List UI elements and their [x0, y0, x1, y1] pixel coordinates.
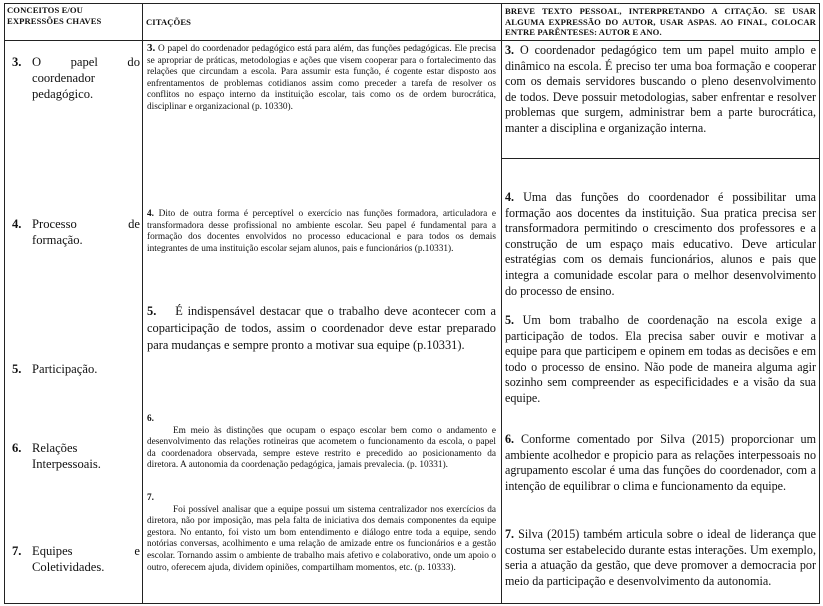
response-row-6 [505, 432, 816, 494]
response-number: 5. [505, 313, 515, 327]
column-divider-2 [501, 3, 502, 604]
citation-text: Foi possível analisar que a equipe possui um sistema centralizador nos exercícios da diretora, não por imposição, mas pela falta de iniciativa dos demais componentes da equipe gestora. No entanto, foi visto um bom entendimento e diálogo entre toda a equipe, sendo notórias conversas, acolhimento e uma relação de amizade entre os funcionários e a gestão escolar. Tornando assim o ambiente de trabalho mais afetivo e colaborativo, onde um apoio o outro, oferecem ajuda, dividem opiniões, compartilham momentos, etc. (p. 10333). [147, 504, 496, 573]
concepts-table [4, 3, 820, 604]
concept-label: O papel do coordenador pedagógico. [32, 55, 140, 101]
response-text: O coordenador pedagógico tem um papel muito amplo e dinâmico na escola. É preciso ter uma boa formação e cooperar com os demais servidores buscando o pleno desenvolvimento de todos. Deve possuir metodologias, saber enfrentar e resolver problemas que surgem, administrar bem a parte burocrática, manter a disciplina e organização interna. [505, 43, 816, 135]
header-divider [4, 40, 820, 41]
concept-row-4 [12, 216, 140, 248]
response-text: Silva (2015) também articula sobre o ideal de liderança que costuma ser estabelecido durante estas interações. Um exemplo, seria a atuação da gestão, que deve promover a democracia por meio da participação e desenvolvimento da autonomia. [505, 527, 816, 588]
header-concepts: CONCEITOS E/OU EXPRESSÕES CHAVES [7, 5, 102, 26]
table-border-top [4, 3, 820, 4]
citation-number: 7. [147, 493, 154, 503]
table-border-bottom [4, 603, 820, 604]
response-text: Conforme comentado por Silva (2015) proporcionar um ambiente acolhedor e propicio para as relações interpessoais no agrupamento escolar é uma das funções do coordenador, com a intenção de equilibrar o clima e funcionamento da equipe. [505, 432, 816, 493]
citation-row-6 [147, 414, 496, 472]
citation-text: O papel do coordenador pedagógico está para além, das funções pedagógicas. Ele precisa se apropriar de práticas, metodologias e ações que visem cooperar para o fortalecimento das relações que circundam a escola. Para assumir esta função, é cogente estar disposto aos enfrentamentos de problemas cotidianos assim como preceder a tarefa de resolver os conflitos no espaço interno da instituição escolar, tais como os de ordem burocrática, disciplinar e organizacional (p. 10330). [147, 44, 496, 112]
response-divider [501, 158, 820, 159]
concept-row-7 [12, 543, 140, 575]
column-divider-1 [142, 3, 143, 604]
response-row-5 [505, 313, 816, 407]
concept-label: Processo de formação. [32, 217, 140, 247]
response-text: Um bom trabalho de coordenação na escola exige a participação de todos. Ela precisa saber ouvir e motivar a equipe para que participem e opinem em todas as decisões e em todo o processo de ensino. Não pode de maneira alguma agir sozinho sem compreender as especificidades e a visão da sua equipe. [505, 313, 816, 405]
citation-row-7 [147, 493, 496, 574]
response-number: 3. [505, 43, 515, 57]
header-personal-text: BREVE TEXTO PESSOAL, INTERPRETANDO A CITAÇÃO. SE USAR ALGUMA EXPRESSÃO DO AUTOR, USAR ASPAS. AO FINAL, COLOCAR ENTRE PARÊNTESES: AUTOR E ANO. [505, 6, 816, 37]
citation-number: 4. [147, 209, 154, 219]
response-row-3 [505, 43, 816, 137]
citation-row-3 [147, 43, 496, 114]
concept-label: Relações Interpessoais. [32, 441, 101, 471]
citation-row-5 [147, 303, 496, 354]
concept-row-3 [12, 54, 140, 102]
response-row-4 [505, 190, 816, 299]
concept-number: 4. [12, 217, 22, 231]
concept-row-5 [12, 361, 140, 377]
response-number: 6. [505, 432, 515, 446]
concept-row-6 [12, 440, 140, 472]
table-border-right [819, 3, 820, 604]
table-border-left [4, 3, 5, 604]
citation-number: 5. [147, 304, 157, 318]
header-citations: CITAÇÕES [146, 17, 192, 27]
citation-number: 3. [147, 43, 156, 54]
concept-number: 5. [12, 362, 22, 376]
response-number: 7. [505, 527, 515, 541]
concept-number: 3. [12, 55, 22, 69]
concept-number: 6. [12, 441, 22, 455]
citation-text: Dito de outra forma é perceptível o exercício nas funções formadora, articuladora e transformadora desse profissional no ambiente escolar. Seu papel é fundamental para a formação dos docentes envolvidos no processo educacional e para todos os demais integrantes de uma instituição escolar sejam alunos, pais e funcionários (p.10331). [147, 209, 496, 254]
citation-text: É indispensável destacar que o trabalho deve acontecer com a coparticipação de todos, assim o coordenador deve estar preparado para mudanças e sempre pronto a motivar sua equipe (p.10331). [147, 304, 496, 352]
citation-text: Em meio às distinções que ocupam o espaço escolar bem como o andamento e desenvolvimento das relações rotineiras que acometem o funcionamento da escola, o papel da coordenadora observada, sempre esteve restrito e precedido ao posicionamento da diretora. A autonomia da coordenação pedagógica, jamais prevalecia. (p. 10331). [147, 425, 496, 471]
concept-number: 7. [12, 544, 22, 558]
citation-row-4 [147, 209, 496, 255]
response-row-7 [505, 527, 816, 589]
response-number: 4. [505, 190, 515, 204]
concept-label: Equipes e Coletividades. [32, 544, 140, 574]
concept-label: Participação. [32, 362, 98, 376]
response-text: Uma das funções do coordenador é possibilitar uma formação aos docentes da instituição. Sua pratica precisa ser transformadora permitindo o crescimento dos professores e a construção de um espaço mais educativo. Deve articular estratégias com os demais funcionários, alunos e pais que integra a comunidade escolar para o melhor desenvolvimento do processo de ensino. [505, 190, 816, 298]
citation-number: 6. [147, 414, 154, 424]
